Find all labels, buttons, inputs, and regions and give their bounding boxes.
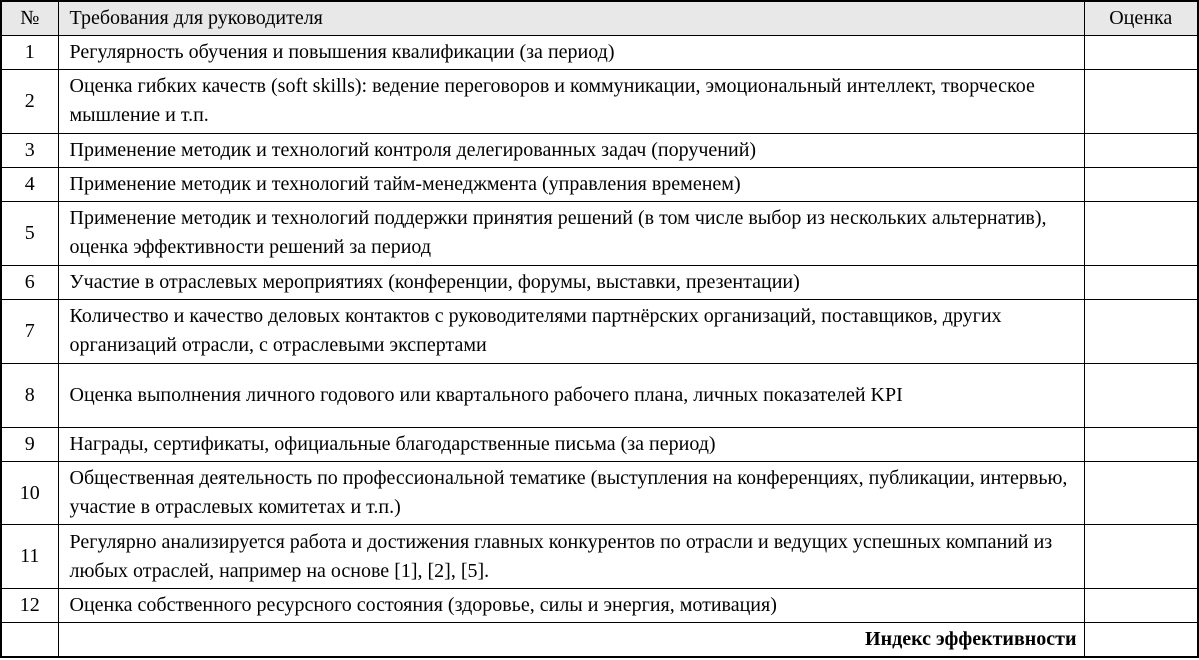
score-cell [1084,589,1198,623]
row-number-cell: 9 [1,427,58,461]
score-cell [1084,36,1198,70]
table-header-row [1,1,1198,36]
table-row [1,70,1198,134]
row-number-cell: 2 [1,70,58,134]
row-number-cell: 12 [1,589,58,623]
requirement-cell: Оценка гибких качеств (soft skills): ведение переговоров и коммуникации, эмоциональный интеллект, творческое мышление и т.п. [58,70,1084,134]
table-row [1,201,1198,265]
footer-empty-cell [1,623,58,657]
requirement-cell: Оценка собственного ресурсного состояния (здоровье, силы и энергия, мотивация) [58,589,1084,623]
table-row [1,589,1198,623]
score-cell [1084,70,1198,134]
requirement-cell: Общественная деятельность по профессиональной тематике (выступления на конференциях, публикации, интервью, участие в отраслевых комитетах и т.п.) [58,461,1084,525]
row-number-cell: 11 [1,525,58,589]
row-number-cell: 4 [1,167,58,201]
requirement-cell: Применение методик и технологий поддержки принятия решений (в том числе выбор из нескольких альтернатив), оценка эффективности решений за период [58,201,1084,265]
requirement-cell: Применение методик и технологий тайм-менеджмента (управления временем) [58,167,1084,201]
header-number: № [1,1,58,36]
footer-index-label: Индекс эффективности [58,623,1084,657]
score-cell [1084,427,1198,461]
row-number-cell: 5 [1,201,58,265]
requirement-cell: Регулярно анализируется работа и достижения главных конкурентов по отрасли и ведущих успешных компаний из любых отраслей, например на основе [1], [2], [5]. [58,525,1084,589]
requirement-cell: Оценка выполнения личного годового или квартального рабочего плана, личных показателей KPI [58,363,1084,427]
requirement-cell: Регулярность обучения и повышения квалификации (за период) [58,36,1084,70]
score-cell [1084,363,1198,427]
row-number-cell: 10 [1,461,58,525]
table-row [1,36,1198,70]
table-row [1,427,1198,461]
table-row [1,133,1198,167]
table-row [1,299,1198,363]
score-cell [1084,265,1198,299]
score-cell [1084,525,1198,589]
row-number-cell: 6 [1,265,58,299]
row-number-cell: 8 [1,363,58,427]
requirement-cell: Применение методик и технологий контроля делегированных задач (поручений) [58,133,1084,167]
requirement-cell: Награды, сертификаты, официальные благодарственные письма (за период) [58,427,1084,461]
header-score: Оценка [1084,1,1198,36]
table-footer-row [1,623,1198,657]
score-cell [1084,461,1198,525]
row-number-cell: 1 [1,36,58,70]
score-cell [1084,167,1198,201]
requirement-cell: Участие в отраслевых мероприятиях (конференции, форумы, выставки, презентации) [58,265,1084,299]
table-row [1,363,1198,427]
table-row [1,525,1198,589]
table-row [1,461,1198,525]
row-number-cell: 7 [1,299,58,363]
table-row [1,265,1198,299]
footer-score-cell [1084,623,1198,657]
row-number-cell: 3 [1,133,58,167]
header-requirement: Требования для руководителя [58,1,1084,36]
score-cell [1084,133,1198,167]
score-cell [1084,201,1198,265]
table-row [1,167,1198,201]
score-cell [1084,299,1198,363]
requirement-cell: Количество и качество деловых контактов с руководителями партнёрских организаций, поставщиков, других организаций отрасли, с отраслевыми экспертами [58,299,1084,363]
